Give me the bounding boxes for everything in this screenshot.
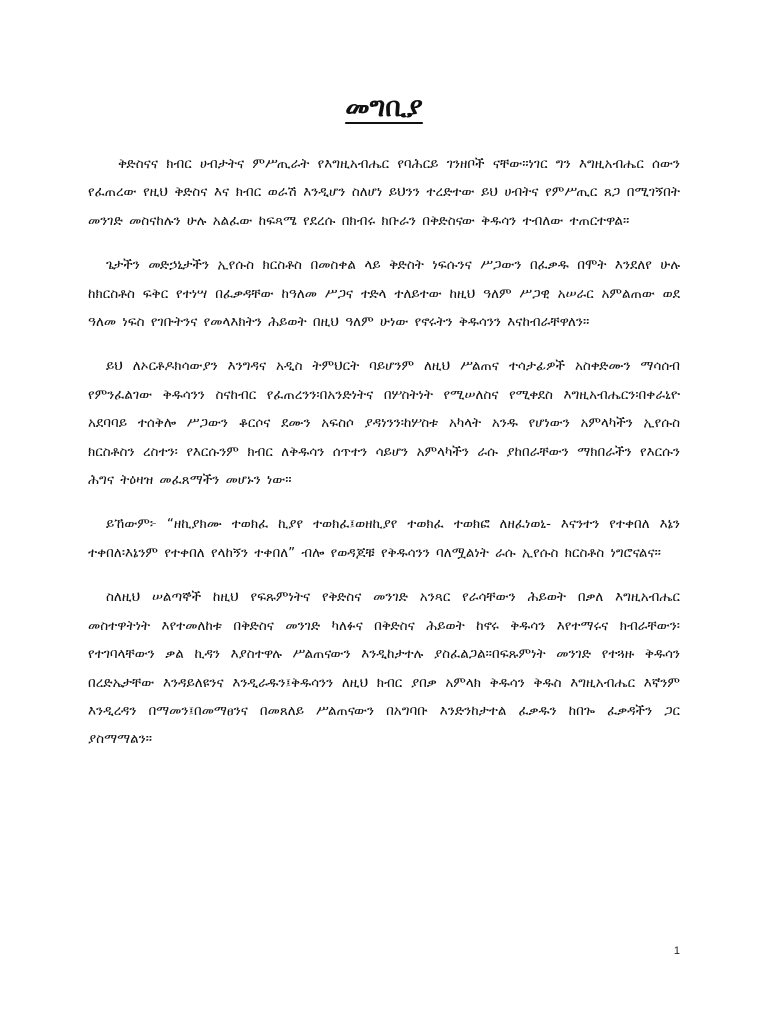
page-number: 1 (673, 945, 680, 957)
paragraph-1: ቅድስናና ክብር ሀብታትና ምሥጢራት የእግዚአብሔር የባሕርይ ገንዘቦች ናቸው።ነገር ግን እግዚአብሔር ሰውን የፈጠረው የዚህ ቅድስና እና ክብር ወራሽ እንዲሆን ስለሆነ ይህንን ተረድተው ይህ ሀብትና የምሥጢር ጸጋ በሚገኝበት መንገድ መስናከሉን ሁሉ አልፈው ከፍጻሜ የደረሱ በክብሩ ክቡራን በቅድስናው ቅዱሳን ተብለው ተጠርተዋል። (88, 156, 680, 229)
paragraph-4: ይኸውም፦ “ዘኪያክሙ ተወክፈ ኪያየ ተወክፈ፤ወዘኪያየ ተወክፈ ተወክፎ ለዘፈነወኒ- እናንተን የተቀበለ እኔን ተቀበለ፡እኔንም የተቀበለ የላከኝን ተቀበለ” ብሎ የወዳጆቹ የቅዱሳንን ባለሟልነት ራሱ ኢየሱስ ክርስቶስ ነግሮናልና። (88, 516, 680, 561)
page-title: መግቢያ (345, 92, 423, 123)
document-body (88, 150, 680, 770)
paragraph-5: ስለዚህ ሠልጣኞች ከዚህ የፍጹምነትና የቅድስና መንገድ አንጻር የራሳቸውን ሕይወት በቃለ እግዚአብሔር መስተዋትነት እየተመለከቱ በቅድስና መንገድ ካለፉና በቅድስና ሕይወት ከኖሩ ቅዱሳን እየተማሩና ክብራቸውን፡የተገባላቸውን ቃል ኪዳን እያስተዋሉ ሥልጠናውን እንዲከታተሉ ያስፈልጋል።በፍጹምነት መንገድ የተጓዙ ቅዱሳን በረድኤታቸው እንዳይለዩንና እንዲራዱን፤ቅዱሳንን ለዚህ ክብር ያበቃ አምላክ ቅዱሳን ቅዱስ እግዚአብሔር እኛንም እንዲረዳን በማመን፤በመማፀንና በመጸለይ ሥልጠናውን በአግባቡ እንድንከታተል ፈቃዱን ከበጐ ፈቃዳችን ጋር ያስማማልን። (88, 589, 680, 748)
paragraph-2: ጌታችን መድኃኒታችን ኢየሱስ ክርስቶስ በመስቀል ላይ ቅድስት ነፍሱንና ሥጋውን በፈቃዱ በሞት እንደለየ ሁሉ ከክርስቶስ ፍቅር የተነሣ በፈቃዳቸው ከዓለመ ሥጋና ተድላ ተለይተው ከዚህ ዓለም ሥጋዊ አሠራር አምልጠው ወደ ዓለመ ነፍስ የገቡትንና የመላእክትን ሕይወት በዚህ ዓለም ሁነው የኖሩትን ቅዱሳንን እናከብራቸዋለን። (88, 257, 680, 331)
paragraph-3: ይህ ለኦርቶዶክሳውያን እንግዳና አዲስ ትምህርት ባይሆንም ለዚህ ሥልጠና ተሳታፊዎች አስቀድሙን ማሳሰብ የምንፈልገው ቅዱሳንን ስናከብር የፈጠረንን፡በአንድነትና በሦስትነት የሚሠለስና የሚቀደስ እግዚአብሔርን፡በቀራኒዮ አደባባይ ተሰቅሎ ሥጋውን ቆርሶና ደሙን አፍስሶ ያዳነንን፡ከሦስቱ አካላት አንዱ የሆነውን አምላካችን ኢየሱስ ክርስቶስን ረስተን፡ የእርሱንም ክብር ለቅዱሳን ሰጥተን ሳይሆን አምላካችን ራሱ ያከበራቸውን ማክበራችን የእርሱን ሕግና ትዕዛዝ መፈጸማችን መሆኑን ነው። (88, 358, 680, 489)
